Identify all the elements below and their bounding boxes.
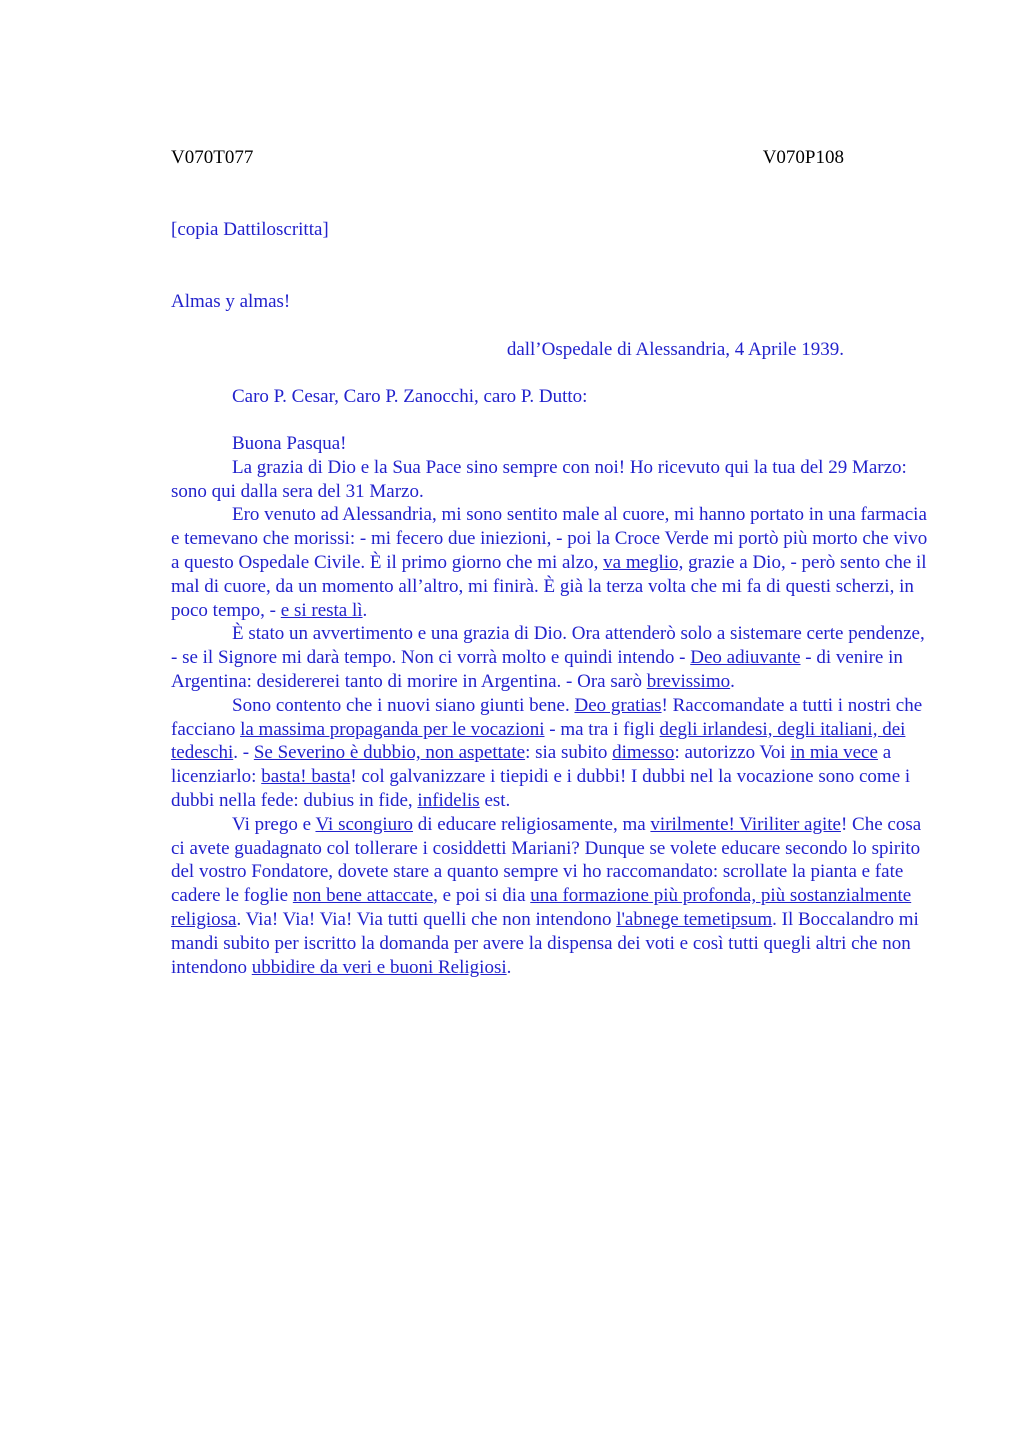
header-right-code: V070P108: [762, 147, 844, 168]
underlined-phrase: Deo adiuvante: [690, 647, 801, 669]
underlined-phrase: la massima propaganda per le vocazioni: [240, 718, 545, 740]
paragraph-3: È stato un avvertimento e una grazia di Dio. Ora attenderò solo a sistemare certe pendenze, - se il Signore mi darà tempo. Non ci vorrà molto e quindi intendo - Deo adiuvante - di venire in Argentina: desidererei tanto di morire in Argentina. - Ora sarò brevissimo.: [171, 623, 925, 692]
typescript-note: [copia Dattiloscritta]: [171, 219, 329, 240]
underlined-phrase: Vi scongiuro: [315, 813, 414, 835]
underlined-phrase: va meglio,: [603, 551, 684, 573]
salutation: Caro P. Cesar, Caro P. Zanocchi, caro P. Dutto:: [232, 386, 588, 407]
underlined-phrase: l'abnege temetipsum: [616, 908, 773, 930]
dateline: dall’Ospedale di Alessandria, 4 Aprile 1939.: [506, 339, 844, 360]
underlined-phrase: basta! basta: [261, 766, 351, 788]
paragraph-1: La grazia di Dio e la Sua Pace sino sempre con noi! Ho ricevuto qui la tua del 29 Marzo: sono qui dalla sera del 31 Marzo.: [171, 456, 907, 502]
underlined-phrase: ubbidire da veri e buoni Religiosi: [251, 956, 507, 978]
underlined-phrase: Se Severino è dubbio, non aspettate: [253, 742, 526, 764]
underlined-phrase: Deo gratias: [574, 694, 662, 716]
letter-body: [171, 432, 931, 979]
underlined-phrase: infidelis: [417, 789, 480, 811]
underlined-phrase: non bene attaccate: [292, 885, 434, 907]
paragraph-5: Vi prego e Vi scongiuro di educare religiosamente, ma virilmente! Viriliter agite! Che cosa ci avete guadagnato col tollerare i cosiddetti Mariani? Dunque se volete educare secondo lo spirito del vostro Fondatore, dovete stare a quanto sempre vi ho raccomandato: scrollate la pianta e fate cadere le foglie non bene attaccate, e poi si dia una formazione più profonda, più sostanzialmente religiosa. Via! Via! Via! Via tutti quelli che non intendono l'abnege temetipsum. Il Boccalandro mi mandi subito per iscritto la domanda per avere la dispensa dei voti e così tutti quegli altri che non intendono ubbidire da veri e buoni Religiosi.: [171, 813, 922, 978]
paragraph-2: Ero venuto ad Alessandria, mi sono sentito male al cuore, mi hanno portato in una farmacia e temevano che morissi: - mi fecero due iniezioni, - poi la Croce Verde mi portò più morto che vivo a questo Ospedale Civile. È il primo giorno che mi alzo, va meglio, grazie a Dio, - però sento che il mal di cuore, da un momento all’altro, mi finirà. È già la terza volta che mi fa di questi scherzi, in poco tempo, - e si resta lì.: [171, 504, 928, 621]
header-left-code: V070T077: [171, 147, 254, 168]
underlined-phrase: e si resta lì: [280, 599, 363, 621]
underlined-phrase: virilmente! Viriliter agite: [650, 813, 841, 835]
underlined-phrase: brevissimo: [646, 670, 731, 692]
underlined-phrase: degli irlandesi, degli italiani, dei tedeschi: [171, 718, 906, 764]
letter-title: Almas y almas!: [171, 291, 291, 312]
underlined-phrase: dimesso: [612, 742, 675, 764]
greeting: Buona Pasqua!: [232, 433, 347, 454]
paragraph-4: Sono contento che i nuovi siano giunti bene. Deo gratias! Raccomandate a tutti i nostri che facciano la massima propaganda per le vocazioni - ma tra i figli degli irlandesi, degli italiani, dei tedeschi. - Se Severino è dubbio, non aspettate: sia subito dimesso: autorizzo Voi in mia vece a licenziarlo: basta! basta! col galvanizzare i tiepidi e i dubbi! I dubbi nel la vocazione sono come i dubbi nella fede: dubius in fide, infidelis est.: [171, 694, 923, 811]
underlined-phrase: una formazione più profonda, più sostanzialmente religiosa: [171, 885, 912, 930]
underlined-phrase: in mia vece: [790, 742, 878, 764]
